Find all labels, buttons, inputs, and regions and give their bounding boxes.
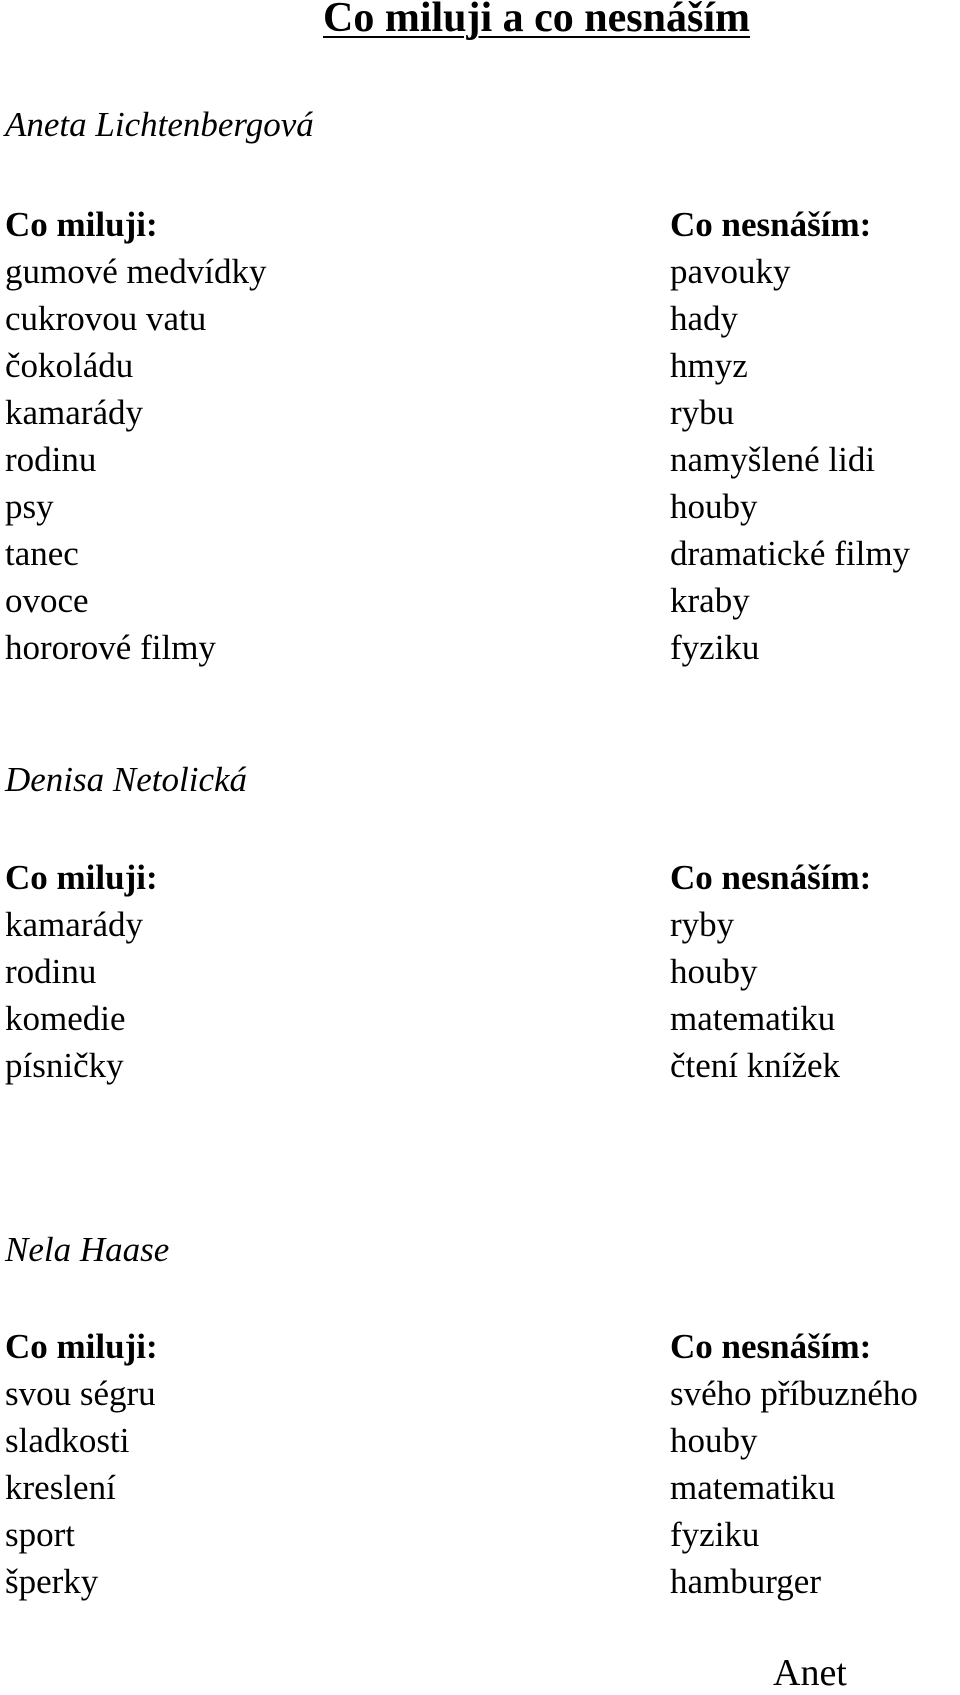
list-item: písničky [5, 1046, 124, 1085]
person-name: Denisa Netolická [5, 760, 248, 799]
list-item: ryby [670, 905, 735, 944]
list-item: psy [5, 487, 54, 526]
list-item: sport [5, 1515, 75, 1554]
list-item: čtení knížek [670, 1046, 841, 1085]
person-name: Aneta Lichtenbergová [5, 105, 314, 144]
hates-list [670, 1370, 918, 1605]
list-item: matematiku [670, 999, 836, 1038]
hates-heading: Co nesnáším: [670, 205, 872, 244]
list-item: kreslení [5, 1468, 116, 1507]
hates-column [670, 1323, 918, 1605]
list-item: pavouky [670, 252, 791, 291]
list-item: hady [670, 299, 739, 338]
list-item: houby [670, 487, 758, 526]
list-item: houby [670, 952, 758, 991]
loves-column [5, 854, 158, 1089]
page-title: Co miluji a co nesnáším [323, 0, 751, 41]
list-item: namyšlené lidi [670, 440, 876, 479]
loves-heading: Co miluji: [5, 858, 158, 897]
hates-list [670, 248, 910, 671]
list-item: svého příbuzného [670, 1374, 918, 1413]
list-item: fyziku [670, 628, 760, 667]
list-item: sladkosti [5, 1421, 130, 1460]
list-item: hamburger [670, 1562, 821, 1601]
list-item: kraby [670, 581, 750, 620]
person-name: Nela Haase [5, 1230, 170, 1269]
loves-list [5, 901, 158, 1089]
loves-list [5, 248, 267, 671]
loves-column [5, 201, 267, 671]
list-item: hororové filmy [5, 628, 216, 667]
list-item: matematiku [670, 1468, 836, 1507]
list-item: svou ségru [5, 1374, 156, 1413]
loves-heading: Co miluji: [5, 205, 158, 244]
loves-heading: Co miluji: [5, 1327, 158, 1366]
footer-author: Anet [773, 1652, 847, 1694]
list-item: rybu [670, 393, 735, 432]
list-item: dramatické filmy [670, 534, 911, 573]
list-item: rodinu [5, 440, 97, 479]
list-item: tanec [5, 534, 79, 573]
loves-column [5, 1323, 158, 1605]
hates-heading: Co nesnáším: [670, 1327, 872, 1366]
hates-column [670, 854, 871, 1089]
hates-heading: Co nesnáším: [670, 858, 872, 897]
list-item: šperky [5, 1562, 99, 1601]
hates-list [670, 901, 871, 1089]
list-item: hmyz [670, 346, 748, 385]
list-item: kamarády [5, 905, 143, 944]
list-item: houby [670, 1421, 758, 1460]
list-item: rodinu [5, 952, 97, 991]
hates-column [670, 201, 910, 671]
list-item: ovoce [5, 581, 89, 620]
list-item: fyziku [670, 1515, 760, 1554]
list-item: gumové medvídky [5, 252, 267, 291]
list-item: cukrovou vatu [5, 299, 207, 338]
list-item: kamarády [5, 393, 143, 432]
list-item: čokoládu [5, 346, 134, 385]
list-item: komedie [5, 999, 126, 1038]
loves-list [5, 1370, 158, 1605]
